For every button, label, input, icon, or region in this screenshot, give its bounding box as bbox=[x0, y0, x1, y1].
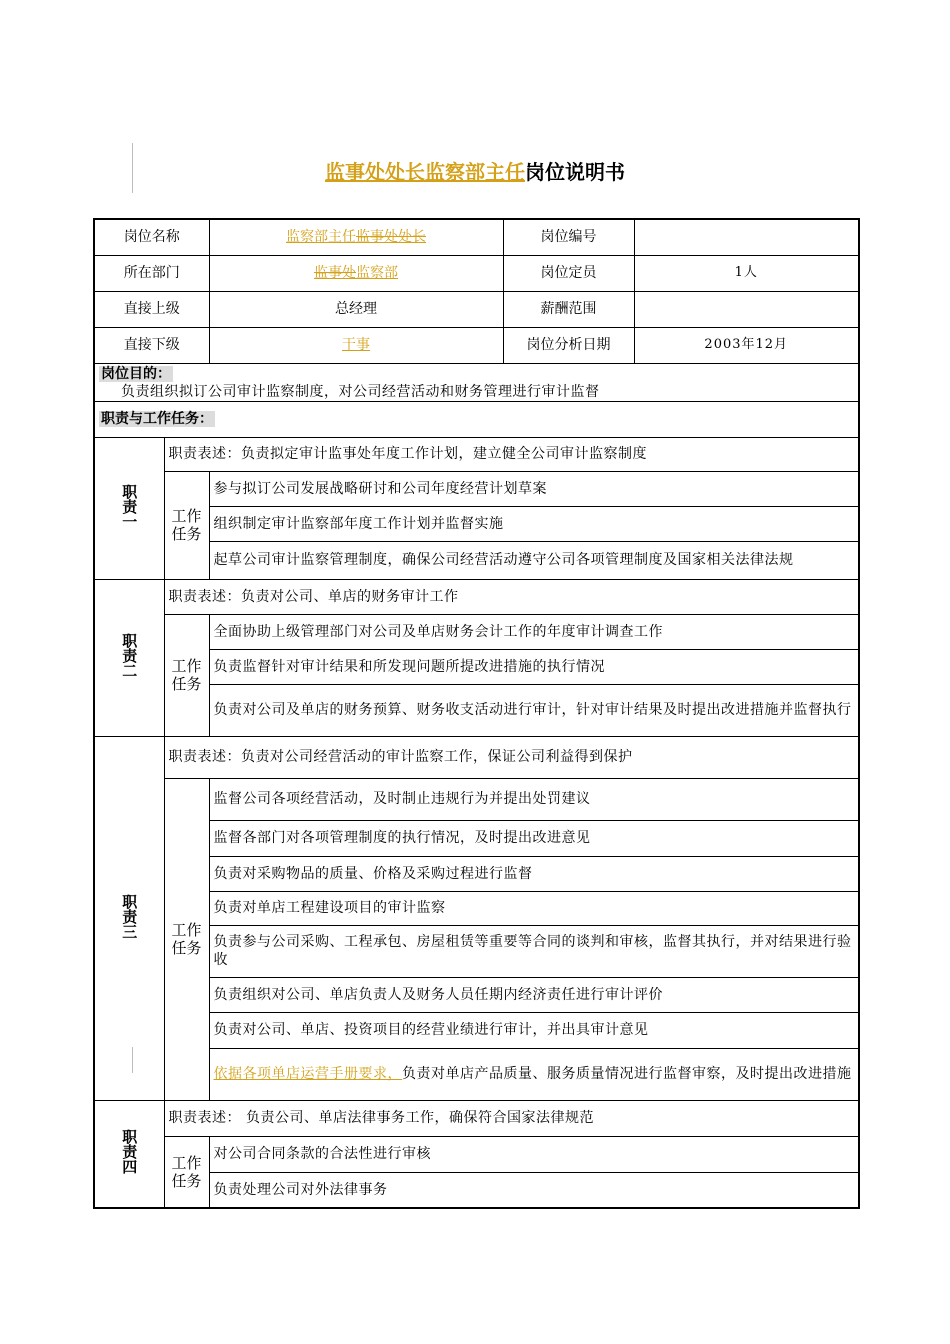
duty1-label-text: 职责一 bbox=[120, 483, 139, 529]
row-position-name bbox=[94, 219, 859, 255]
duty3-task-3: 负责对采购物品的质量、价格及采购过程进行监督 bbox=[209, 856, 859, 891]
purpose-label: 岗位目的： bbox=[101, 365, 171, 382]
duty2-task-row bbox=[94, 684, 859, 736]
duty3-task-label-text: 工作任务 bbox=[171, 921, 202, 957]
duty3-task-row bbox=[94, 977, 859, 1012]
department-new: 监察部 bbox=[356, 265, 398, 281]
duty3-task-row bbox=[94, 778, 859, 820]
title-tracked-old: 监事处处长 bbox=[325, 160, 425, 184]
duty2-label bbox=[94, 579, 164, 736]
duty3-label bbox=[94, 736, 164, 1100]
duty2-statement-row bbox=[94, 579, 859, 614]
duty4-task-1: 对公司合同条款的合法性进行审核 bbox=[209, 1136, 859, 1172]
purpose-cell bbox=[94, 363, 859, 401]
duty1-task-label bbox=[164, 471, 209, 579]
duty1-task-label-text: 工作任务 bbox=[171, 507, 202, 543]
duty3-task-1: 监督公司各项经营活动，及时制止违规行为并提出处罚建议 bbox=[209, 778, 859, 820]
department-label: 所在部门 bbox=[94, 255, 209, 291]
row-duties-header bbox=[94, 401, 859, 437]
position-code-value bbox=[634, 219, 859, 255]
position-code-label: 岗位编号 bbox=[503, 219, 634, 255]
quota-label: 岗位定员 bbox=[503, 255, 634, 291]
page-title bbox=[0, 156, 950, 185]
duty3-task-5: 负责参与公司采购、工程承包、房屋租赁等重要等合同的谈判和审核，监督其执行，并对结果进行验收 bbox=[209, 925, 859, 977]
duty3-task-8-tracked: 依据各项单店运营手册要求， bbox=[213, 1066, 402, 1082]
duty2-statement: 职责表述：负责对公司、单店的财务审计工作 bbox=[164, 579, 859, 614]
duty3-task-label bbox=[164, 778, 209, 1100]
duty2-label-text: 职责二 bbox=[120, 633, 139, 678]
duty1-task-row bbox=[94, 506, 859, 541]
analysis-date-label: 岗位分析日期 bbox=[503, 327, 634, 363]
title-suffix: 岗位说明书 bbox=[525, 160, 625, 184]
duty3-task-2: 监督各部门对各项管理制度的执行情况，及时提出改进意见 bbox=[209, 820, 859, 856]
duty2-task-2: 负责监督针对审计结果和所发现问题所提改进措施的执行情况 bbox=[209, 649, 859, 684]
duty1-statement-row bbox=[94, 437, 859, 471]
duty3-task-row bbox=[94, 856, 859, 891]
duty2-task-row bbox=[94, 649, 859, 684]
duty4-label-text: 职责四 bbox=[120, 1129, 139, 1175]
duty3-statement-row bbox=[94, 736, 859, 778]
duties-header-cell bbox=[94, 401, 859, 437]
duty4-task-row bbox=[94, 1172, 859, 1208]
duty2-task-label bbox=[164, 614, 209, 736]
position-name-value bbox=[209, 219, 503, 255]
row-department bbox=[94, 255, 859, 291]
duty3-task-4: 负责对单店工程建设项目的审计监察 bbox=[209, 891, 859, 925]
duty3-task-8-text: 负责对单店产品质量、服务质量情况进行监督审察，及时提出改进措施 bbox=[402, 1066, 852, 1082]
duty1-statement: 职责表述：负责拟定审计监事处年度工作计划，建立健全公司审计监察制度 bbox=[164, 437, 859, 471]
salary-value bbox=[634, 291, 859, 327]
analysis-date-value: 2003年12月 bbox=[634, 327, 859, 363]
duty4-task-2: 负责处理公司对外法律事务 bbox=[209, 1172, 859, 1208]
duty1-label bbox=[94, 437, 164, 579]
salary-label: 薪酬范围 bbox=[503, 291, 634, 327]
title-tracked-new: 监察部主任 bbox=[425, 160, 525, 184]
duty2-task-label-text: 工作任务 bbox=[171, 657, 202, 693]
duty3-task-6: 负责组织对公司、单店负责人及财务人员任期内经济责任进行审计评价 bbox=[209, 977, 859, 1012]
department-value bbox=[209, 255, 503, 291]
duty3-task-row bbox=[94, 925, 859, 977]
purpose-text: 负责组织拟订公司审计监察制度，对公司经营活动和财务管理进行审计监督 bbox=[121, 383, 600, 400]
duty2-task-1: 全面协助上级管理部门对公司及单店财务会计工作的年度审计调查工作 bbox=[209, 614, 859, 649]
duty4-statement-row bbox=[94, 1100, 859, 1136]
subordinate-value bbox=[209, 327, 503, 363]
position-name-label: 岗位名称 bbox=[94, 219, 209, 255]
duty4-task-row bbox=[94, 1136, 859, 1172]
department-deleted: 监事处 bbox=[314, 265, 356, 281]
position-name-deleted: 监事处处长 bbox=[356, 229, 426, 246]
duty3-statement: 职责表述：负责对公司经营活动的审计监察工作，保证公司利益得到保护 bbox=[164, 736, 859, 778]
duty2-task-row bbox=[94, 614, 859, 649]
row-purpose bbox=[94, 363, 859, 401]
row-subordinate bbox=[94, 327, 859, 363]
duty4-task-label bbox=[164, 1136, 209, 1208]
duty4-statement: 职责表述： 负责公司、单店法律事务工作，确保符合国家法律规范 bbox=[164, 1100, 859, 1136]
duty1-task-3: 起草公司审计监察管理制度，确保公司经营活动遵守公司各项管理制度及国家相关法律法规 bbox=[209, 541, 859, 579]
duty1-task-row bbox=[94, 541, 859, 579]
duty1-task-2: 组织制定审计监察部年度工作计划并监督实施 bbox=[209, 506, 859, 541]
duties-header: 职责与工作任务： bbox=[101, 411, 213, 427]
duty1-task-row bbox=[94, 471, 859, 506]
superior-value: 总经理 bbox=[209, 291, 503, 327]
duty3-task-8 bbox=[209, 1048, 859, 1100]
subordinate-label: 直接下级 bbox=[94, 327, 209, 363]
quota-value: 1人 bbox=[634, 255, 859, 291]
superior-label: 直接上级 bbox=[94, 291, 209, 327]
duty3-label-text: 职责三 bbox=[120, 893, 139, 939]
duty2-task-3: 负责对公司及单店的财务预算、财务收支活动进行审计，针对审计结果及时提出改进措施并监督执行 bbox=[209, 684, 859, 736]
position-name-new: 监察部主任 bbox=[286, 229, 356, 246]
subordinate-tracked: 干事 bbox=[342, 337, 370, 353]
duty4-label bbox=[94, 1100, 164, 1208]
duty4-task-label-text: 工作任务 bbox=[171, 1153, 202, 1190]
duty3-task-7: 负责对公司、单店、投资项目的经营业绩进行审计，并出具审计意见 bbox=[209, 1012, 859, 1048]
duty3-task-row bbox=[94, 1048, 859, 1100]
duty3-task-row bbox=[94, 1012, 859, 1048]
duty3-task-row bbox=[94, 891, 859, 925]
duty3-task-row bbox=[94, 820, 859, 856]
duty1-task-1: 参与拟订公司发展战略研讨和公司年度经营计划草案 bbox=[209, 471, 859, 506]
job-description-table bbox=[93, 218, 860, 1209]
row-superior bbox=[94, 291, 859, 327]
